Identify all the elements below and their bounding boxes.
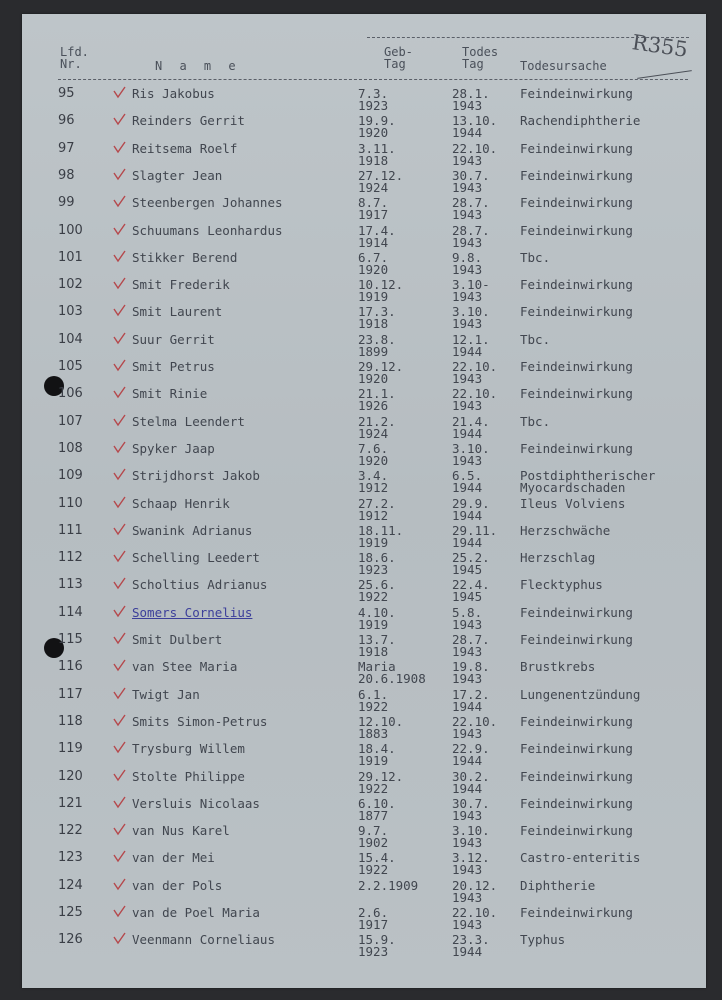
death-year: 1945: [452, 562, 483, 578]
check-mark-icon: [112, 303, 126, 317]
death-day: 3.10.: [452, 304, 490, 320]
check-mark-icon: [112, 467, 126, 481]
birth-day: 21.1.: [358, 386, 396, 402]
death-year: 1944: [452, 780, 483, 796]
birth-day: 13.7.: [358, 632, 396, 647]
birth-year: 1918: [358, 152, 389, 168]
table-row: [22, 249, 706, 278]
table-row: [22, 552, 706, 578]
row-number: 103: [58, 304, 83, 320]
person-name: van der Mei: [132, 850, 215, 866]
row-number: 102: [58, 277, 83, 293]
cause-of-death: Feindeinwirkung: [520, 768, 633, 784]
birth-day: 9.7.: [358, 823, 389, 839]
cause-of-death: Tbc.: [520, 331, 551, 347]
header-birth-date: Geb- Tag: [384, 45, 413, 71]
death-year: 1944: [452, 480, 483, 496]
birth-day: 25.6.: [358, 577, 396, 593]
row-number: 125: [58, 905, 83, 920]
check-mark-icon: [112, 331, 126, 345]
row-number: 126: [58, 932, 83, 948]
birth-day: 15.9.: [358, 932, 396, 948]
header-rule-top: [367, 37, 689, 38]
check-mark-icon: [112, 768, 126, 782]
header-nr: Lfd. Nr.: [60, 45, 89, 71]
death-day: 25.2.: [452, 550, 490, 566]
death-day: 30.7.: [452, 167, 490, 183]
death-year: 1945: [452, 589, 483, 605]
check-mark-icon: [112, 931, 126, 945]
death-day: 28.7.: [452, 632, 490, 647]
table-row: [22, 743, 706, 769]
check-mark-icon: [112, 686, 126, 700]
birth-year: 1919: [358, 753, 389, 769]
person-name: van Stee Maria: [132, 659, 238, 675]
person-name: Twigt Jan: [132, 686, 200, 702]
death-year: 1944: [452, 534, 483, 550]
death-year: 1943: [452, 452, 483, 468]
person-name: Somers Cornelius: [132, 604, 253, 620]
death-year: 1943: [452, 835, 483, 851]
check-mark-icon: [112, 385, 126, 399]
check-mark-icon: [112, 576, 126, 590]
death-day: 3.10.: [452, 440, 490, 456]
birth-day: 29.12.: [358, 359, 404, 374]
check-mark-icon: [112, 140, 126, 154]
table-row: [22, 306, 706, 332]
death-year: 1943: [452, 371, 483, 386]
death-day: 22.4.: [452, 577, 490, 593]
table-row: [22, 713, 706, 742]
cause-of-death: Feindeinwirkung: [520, 86, 633, 101]
cause-of-death: Ileus Volviens: [520, 495, 626, 511]
birth-day: 12.10.: [358, 713, 404, 729]
death-year: 1943: [452, 316, 483, 332]
row-number: 110: [58, 495, 83, 511]
check-mark-icon: [112, 822, 126, 836]
row-number: 104: [58, 331, 83, 347]
cause-of-death: Feindeinwirkung: [520, 140, 633, 156]
birth-day: 6.10.: [358, 795, 396, 811]
birth-day: 23.8.: [358, 331, 396, 347]
check-mark-icon: [112, 549, 126, 563]
death-year: 1943: [452, 807, 483, 823]
birth-day: 2.6.: [358, 905, 389, 920]
table-row: [22, 661, 706, 687]
person-name: Stikker Berend: [132, 249, 238, 265]
person-name: Versluis Nicolaas: [132, 795, 260, 811]
death-day: 19.8.: [452, 659, 490, 675]
cause-of-death: Feindeinwirkung: [520, 632, 633, 647]
death-year: 1943: [452, 207, 483, 223]
person-name: Schelling Leedert: [132, 550, 260, 566]
death-day: 22.9.: [452, 741, 490, 757]
cause-of-death: Feindeinwirkung: [520, 604, 633, 620]
birth-year: 1914: [358, 234, 389, 250]
cause-of-death: Feindeinwirkung: [520, 277, 633, 293]
table-row: [22, 934, 706, 960]
birth-year: 1912: [358, 480, 389, 496]
table-row: [22, 522, 706, 551]
death-year: 1944: [452, 125, 483, 141]
person-name: van de Poel Maria: [132, 905, 260, 920]
check-mark-icon: [112, 658, 126, 672]
document-page: [22, 14, 706, 988]
person-name: Strijdhorst Jakob: [132, 468, 260, 484]
birth-day: Maria: [358, 659, 396, 675]
death-year: 1944: [452, 507, 483, 523]
table-row: [22, 686, 706, 715]
person-name: Smit Rinie: [132, 386, 208, 402]
person-name: Stelma Leendert: [132, 413, 245, 429]
birth-day: 18.11.: [358, 522, 404, 538]
birth-year: 1899: [358, 343, 389, 359]
birth-year: 1922: [358, 862, 389, 878]
birth-year: 1924: [358, 425, 389, 441]
person-name: Smit Dulbert: [132, 632, 223, 647]
cause-of-death: Lungenentzündung: [520, 686, 641, 702]
birth-year: 1917: [358, 207, 389, 223]
row-number: 96: [58, 113, 75, 129]
birth-day: 7.3.: [358, 86, 389, 101]
check-mark-icon: [112, 522, 126, 536]
table-row: [22, 768, 706, 797]
birth-day: 6.7.: [358, 249, 389, 265]
birth-year: 1923: [358, 562, 389, 578]
row-number: 123: [58, 850, 83, 866]
death-day: 17.2.: [452, 686, 490, 702]
table-row: [22, 222, 706, 251]
person-name: Steenbergen Johannes: [132, 195, 283, 211]
death-year: 1944: [452, 698, 483, 714]
birth-year: 1922: [358, 780, 389, 796]
death-day: 29.11.: [452, 522, 498, 538]
handwritten-annotation: R355: [630, 30, 690, 62]
row-number: 114: [58, 604, 83, 620]
header-rule: [58, 79, 688, 80]
birth-year: 1920: [358, 452, 389, 468]
birth-day: 27.2.: [358, 495, 396, 511]
birth-year: 1917: [358, 917, 389, 932]
cause-of-death: Postdiphtherischer: [520, 468, 656, 484]
birth-year: 1920: [358, 125, 389, 141]
death-day: 9.8.: [452, 249, 483, 265]
check-mark-icon: [112, 413, 126, 427]
table-row: [22, 115, 706, 141]
birth-day: 3.11.: [358, 140, 396, 156]
birth-day: 8.7.: [358, 195, 389, 211]
check-mark-icon: [112, 358, 126, 372]
row-number: 121: [58, 795, 83, 811]
birth-day: 3.4.: [358, 468, 389, 484]
row-number: 117: [58, 686, 83, 702]
death-day: 30.7.: [452, 795, 490, 811]
birth-day: 27.12.: [358, 167, 404, 183]
check-mark-icon: [112, 222, 126, 236]
row-number: 99: [58, 195, 75, 211]
check-mark-icon: [112, 795, 126, 809]
death-year: 1943: [452, 671, 483, 687]
cause-of-death: Feindeinwirkung: [520, 440, 633, 456]
death-day: 13.10.: [452, 113, 498, 129]
check-mark-icon: [112, 167, 126, 181]
table-row: [22, 331, 706, 360]
death-day: 3.12.: [452, 850, 490, 866]
cause-of-death: Tbc.: [520, 413, 551, 429]
cause-of-death: Tbc.: [520, 249, 551, 265]
person-name: Schaap Henrik: [132, 495, 230, 511]
birth-year: 1924: [358, 179, 389, 195]
header-name: N a m e: [155, 59, 241, 73]
birth-year: 1923: [358, 944, 389, 960]
death-day: 28.7.: [452, 222, 490, 238]
cause-of-death: Castro-enteritis: [520, 850, 641, 866]
cause-of-death: Feindeinwirkung: [520, 359, 633, 374]
death-day: 3.10.: [452, 823, 490, 839]
death-year: 1944: [452, 425, 483, 441]
death-day: 23.3.: [452, 932, 490, 948]
check-mark-icon: [112, 85, 126, 99]
check-mark-icon: [112, 276, 126, 290]
table-row: [22, 877, 706, 906]
row-number: 101: [58, 249, 83, 265]
row-number: 113: [58, 577, 83, 593]
table-row: [22, 579, 706, 605]
cause-of-death: Feindeinwirkung: [520, 823, 633, 839]
row-number: 111: [58, 522, 83, 538]
death-day: 5.8.: [452, 604, 483, 620]
birth-year: 1919: [358, 534, 389, 550]
row-number: 118: [58, 713, 83, 729]
death-year: 1943: [452, 179, 483, 195]
row-number: 105: [58, 359, 83, 374]
cause-of-death: Flecktyphus: [520, 577, 603, 593]
row-number: 95: [58, 86, 75, 101]
row-number: 97: [58, 140, 75, 156]
person-name: Swanink Adrianus: [132, 522, 253, 538]
birth-day: 21.2.: [358, 413, 396, 429]
cause-of-death: Feindeinwirkung: [520, 167, 633, 183]
cause-of-death: Herzschlag: [520, 550, 596, 566]
person-name: Ris Jakobus: [132, 86, 215, 101]
table-row: [22, 852, 706, 878]
birth-year: 1918: [358, 644, 389, 659]
header-cause-of-death: Todesursache: [520, 59, 607, 73]
table-row: [22, 440, 706, 469]
birth-day: 6.1.: [358, 686, 389, 702]
row-number: 106: [58, 386, 83, 402]
birth-day: 29.12.: [358, 768, 404, 784]
table-row: [22, 604, 706, 633]
death-day: 6.5.: [452, 468, 483, 484]
death-year: 1943: [452, 398, 483, 414]
death-year: 1943: [452, 889, 483, 905]
cause-of-death: Typhus: [520, 932, 566, 948]
death-day: 21.4.: [452, 413, 490, 429]
death-day: 22.10.: [452, 713, 498, 729]
death-day: 3.10-: [452, 277, 490, 293]
person-name: Schuumans Leonhardus: [132, 222, 283, 238]
death-day: 28.7.: [452, 195, 490, 211]
cause-of-death: Rachendiphtherie: [520, 113, 641, 129]
cause-of-death: Feindeinwirkung: [520, 386, 633, 402]
death-year: 1943: [452, 289, 483, 305]
person-name: Spyker Jaap: [132, 440, 215, 456]
person-name: Reinders Gerrit: [132, 113, 245, 129]
check-mark-icon: [112, 249, 126, 263]
birth-year: 1922: [358, 589, 389, 605]
row-number: 116: [58, 659, 83, 675]
death-year: 1944: [452, 343, 483, 359]
death-day: 22.10.: [452, 905, 498, 920]
birth-day: 4.10.: [358, 604, 396, 620]
death-year: 1943: [452, 917, 483, 932]
death-year: 1944: [452, 753, 483, 769]
table-row: [22, 907, 706, 933]
check-mark-icon: [112, 849, 126, 863]
death-year: 1943: [452, 725, 483, 741]
person-name: Stolte Philippe: [132, 768, 245, 784]
row-number: 109: [58, 468, 83, 484]
cause-of-death: Feindeinwirkung: [520, 195, 633, 211]
check-mark-icon: [112, 194, 126, 208]
table-row: [22, 361, 706, 387]
cause-of-death: Feindeinwirkung: [520, 304, 633, 320]
death-year: 1943: [452, 261, 483, 277]
table-row: [22, 413, 706, 442]
cause-of-death: Feindeinwirkung: [520, 905, 633, 920]
table-row: [22, 470, 706, 496]
row-number: 98: [58, 167, 75, 183]
row-number: 124: [58, 877, 83, 893]
person-name: Smit Petrus: [132, 359, 215, 374]
person-name: Smits Simon-Petrus: [132, 713, 268, 729]
death-day: 22.10.: [452, 359, 498, 374]
cause-of-death: Diphtherie: [520, 877, 596, 893]
birth-day: 17.4.: [358, 222, 396, 238]
birth-year: 1920: [358, 371, 389, 386]
header-death-date: Todes Tag: [462, 45, 499, 71]
birth-year: 1926: [358, 398, 389, 414]
row-number: 112: [58, 550, 83, 566]
birth-day: 2.2.1909: [358, 877, 419, 893]
table-row: [22, 825, 706, 851]
birth-year: 1883: [358, 725, 389, 741]
birth-year: 1922: [358, 698, 389, 714]
birth-day: 15.4.: [358, 850, 396, 866]
cause-of-death: Feindeinwirkung: [520, 741, 633, 757]
row-number: 120: [58, 768, 83, 784]
death-year: 1943: [452, 616, 483, 632]
table-row: [22, 167, 706, 196]
table-row: [22, 279, 706, 305]
death-year: 1943: [452, 98, 483, 113]
table-row: [22, 140, 706, 169]
row-number: 107: [58, 413, 83, 429]
check-mark-icon: [112, 631, 126, 645]
death-year: 1943: [452, 234, 483, 250]
death-day: 30.2.: [452, 768, 490, 784]
table-row: [22, 495, 706, 524]
table-row: [22, 388, 706, 414]
table-row: [22, 795, 706, 824]
check-mark-icon: [112, 440, 126, 454]
birth-year: 1877: [358, 807, 389, 823]
cause-of-death: Feindeinwirkung: [520, 222, 633, 238]
birth-year: 1923: [358, 98, 389, 113]
check-mark-icon: [112, 877, 126, 891]
table-row: [22, 634, 706, 660]
cause-of-death: Herzschwäche: [520, 522, 611, 538]
row-number: 108: [58, 440, 83, 456]
check-mark-icon: [112, 495, 126, 509]
death-day: 29.9.: [452, 495, 490, 511]
table-row: [22, 197, 706, 223]
check-mark-icon: [112, 740, 126, 754]
row-number: 119: [58, 741, 83, 757]
death-year: 1943: [452, 862, 483, 878]
birth-year: 1920: [358, 261, 389, 277]
death-day: 20.12.: [452, 877, 498, 893]
person-name: Smit Frederik: [132, 277, 230, 293]
person-name: van Nus Karel: [132, 823, 230, 839]
cause-of-death: Feindeinwirkung: [520, 713, 633, 729]
check-mark-icon: [112, 713, 126, 727]
person-name: van der Pols: [132, 877, 223, 893]
birth-year: 1912: [358, 507, 389, 523]
birth-day: 18.6.: [358, 550, 396, 566]
cause-of-death: Feindeinwirkung: [520, 795, 633, 811]
check-mark-icon: [112, 112, 126, 126]
death-day: 22.10.: [452, 140, 498, 156]
annotation-underline: [637, 70, 692, 79]
cause-of-death-line2: Myocardschaden: [520, 480, 626, 496]
person-name: Scholtius Adrianus: [132, 577, 268, 593]
table-row: [22, 88, 706, 114]
birth-day: 18.4.: [358, 741, 396, 757]
death-year: 1943: [452, 644, 483, 659]
death-year: 1943: [452, 152, 483, 168]
birth-year: 20.6.1908: [358, 671, 426, 687]
birth-day: 17.3.: [358, 304, 396, 320]
birth-year: 1918: [358, 316, 389, 332]
death-day: 22.10.: [452, 386, 498, 402]
birth-year: 1919: [358, 616, 389, 632]
birth-day: 10.12.: [358, 277, 404, 293]
person-name: Smit Laurent: [132, 304, 223, 320]
birth-day: 19.9.: [358, 113, 396, 129]
birth-year: 1919: [358, 289, 389, 305]
person-name: Trysburg Willem: [132, 741, 245, 757]
row-number: 122: [58, 823, 83, 839]
check-mark-icon: [112, 604, 126, 618]
person-name: Reitsema Roelf: [132, 140, 238, 156]
row-number: 100: [58, 222, 83, 238]
person-name: Suur Gerrit: [132, 331, 215, 347]
cause-of-death: Brustkrebs: [520, 659, 596, 675]
death-year: 1944: [452, 944, 483, 960]
check-mark-icon: [112, 904, 126, 918]
birth-day: 7.6.: [358, 440, 389, 456]
birth-year: 1902: [358, 835, 389, 851]
death-day: 12.1.: [452, 331, 490, 347]
person-name: Veenmann Corneliaus: [132, 932, 275, 948]
person-name: Slagter Jean: [132, 167, 223, 183]
death-day: 28.1.: [452, 86, 490, 101]
row-number: 115: [58, 632, 83, 647]
